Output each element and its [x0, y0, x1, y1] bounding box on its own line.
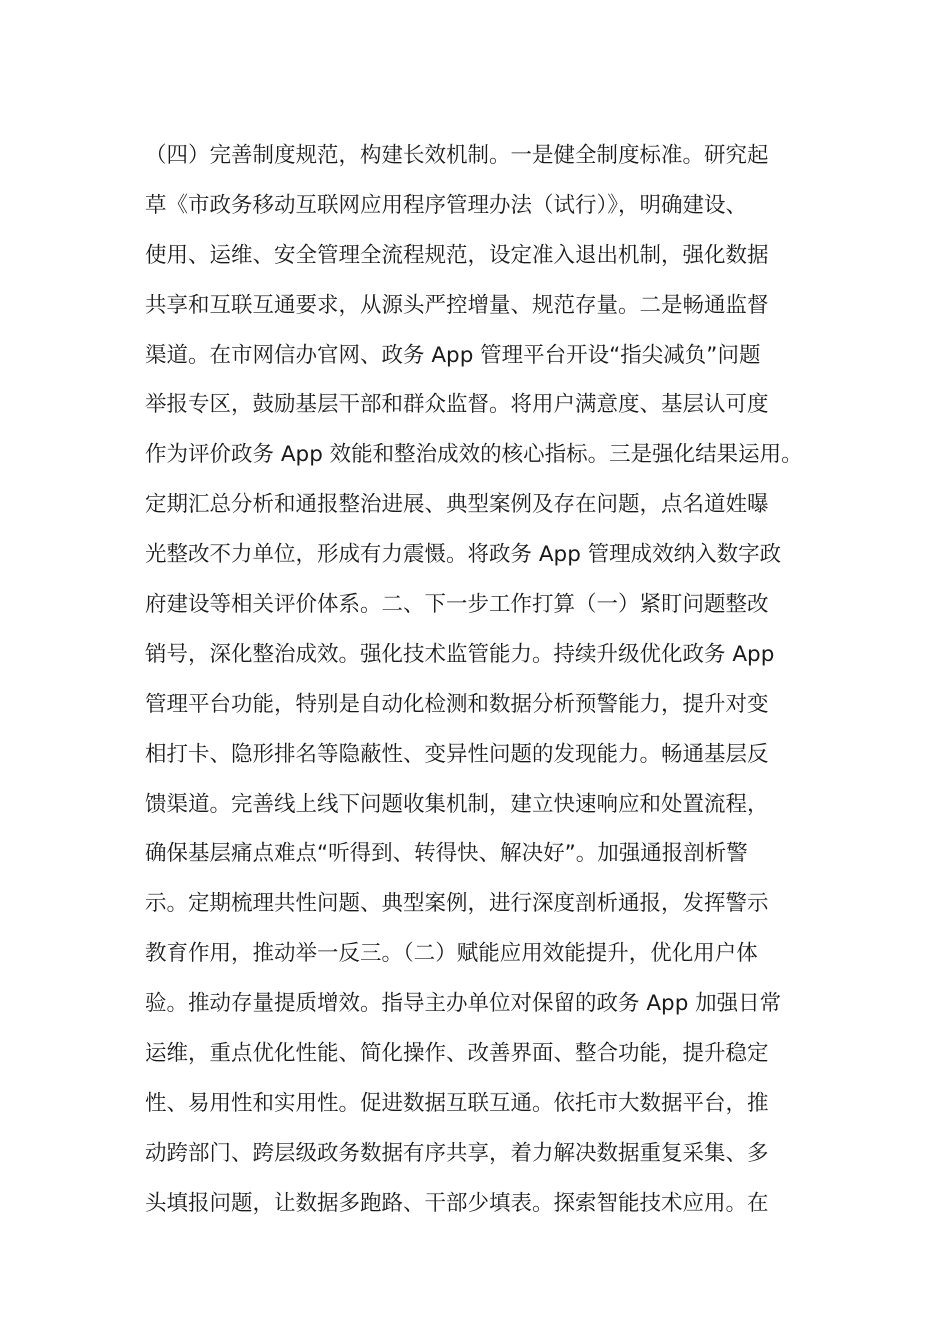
text-line: 头填报问题，让数据多跑路、干部少填表。探索智能技术应用。在: [145, 1190, 769, 1216]
text-line: 验。推动存量提质增效。指导主办单位对保留的政务 App 加强日常: [145, 991, 782, 1017]
text-line: 府建设等相关评价体系。二、下一步工作打算（一）紧盯问题整改: [145, 592, 769, 618]
body-text: [145, 131, 825, 1229]
text-line: 举报专区，鼓励基层干部和群众监督。将用户满意度、基层认可度: [145, 392, 769, 418]
text-line: 性、易用性和实用性。促进数据互联互通。依托市大数据平台，推: [145, 1090, 769, 1116]
text-line: 馈渠道。完善线上线下问题收集机制，建立快速响应和处置流程，: [145, 791, 769, 817]
text-line: 管理平台功能，特别是自动化检测和数据分析预警能力，提升对变: [145, 691, 769, 717]
text-line: 共享和互联互通要求，从源头严控增量、规范存量。二是畅通监督: [145, 292, 769, 318]
text-line: 动跨部门、跨层级政务数据有序共享，着力解决数据重复采集、多: [145, 1140, 769, 1166]
text-line: 使用、运维、安全管理全流程规范，设定准入退出机制，强化数据: [145, 242, 769, 268]
text-line: 作为评价政务 App 效能和整治成效的核心指标。三是强化结果运用。: [145, 442, 803, 468]
text-line: 定期汇总分析和通报整治进展、典型案例及存在问题，点名道姓曝: [145, 492, 769, 518]
text-line: 渠道。在市网信办官网、政务 App 管理平台开设“指尖减负”问题: [145, 342, 761, 368]
text-line: 确保基层痛点难点“听得到、转得快、解决好”。加强通报剖析警: [145, 841, 748, 867]
text-line: 教育作用，推动举一反三。（二）赋能应用效能提升，优化用户体: [145, 941, 758, 967]
text-line: 销号，深化整治成效。强化技术监管能力。持续升级优化政务 App: [145, 641, 775, 667]
text-line: 示。定期梳理共性问题、典型案例，进行深度剖析通报，发挥警示: [145, 891, 769, 917]
text-line: 运维，重点优化性能、简化操作、改善界面、整合功能，提升稳定: [145, 1041, 769, 1067]
text-line: 草《市政务移动互联网应用程序管理办法（试行）》，明确建设、: [145, 192, 748, 218]
text-line: 相打卡、隐形排名等隐蔽性、变异性问题的发现能力。畅通基层反: [145, 741, 769, 767]
text-line: 光整改不力单位，形成有力震慑。将政务 App 管理成效纳入数字政: [145, 542, 782, 568]
text-line: （四）完善制度规范，构建长效机制。一是健全制度标准。研究起: [145, 143, 769, 168]
